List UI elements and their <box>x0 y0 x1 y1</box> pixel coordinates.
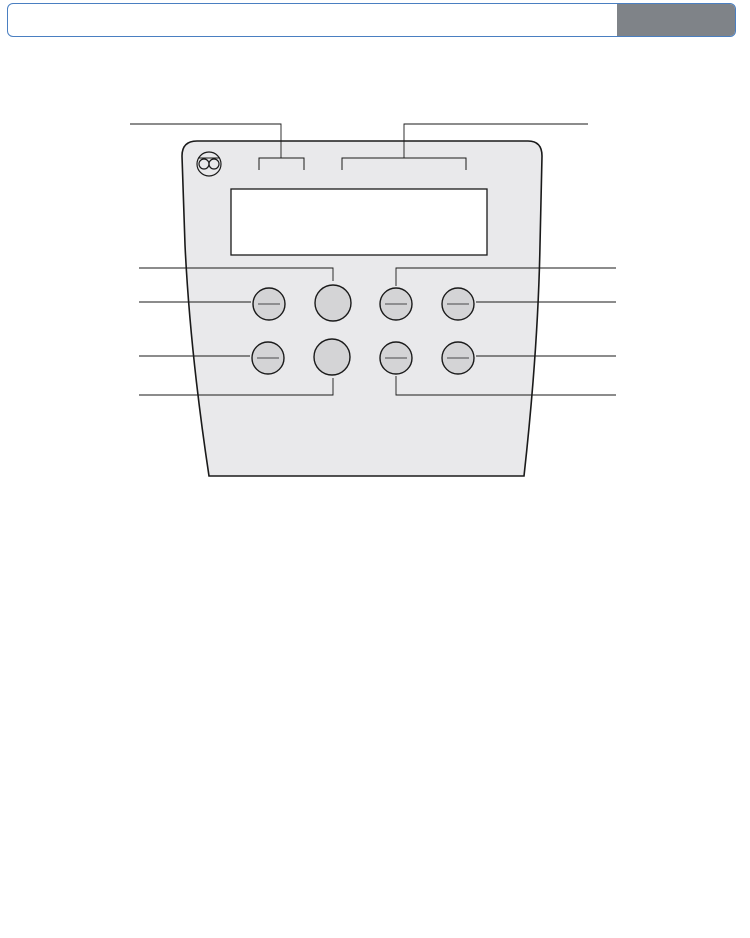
digit-display <box>231 189 487 255</box>
shift-button[interactable] <box>252 342 284 374</box>
down-button[interactable] <box>314 339 350 375</box>
stop-button[interactable] <box>442 342 474 374</box>
prg-button[interactable] <box>253 288 285 320</box>
run-button[interactable] <box>442 288 474 320</box>
set-button[interactable] <box>380 288 412 320</box>
reset-button[interactable] <box>380 342 412 374</box>
up-button[interactable] <box>315 285 351 321</box>
